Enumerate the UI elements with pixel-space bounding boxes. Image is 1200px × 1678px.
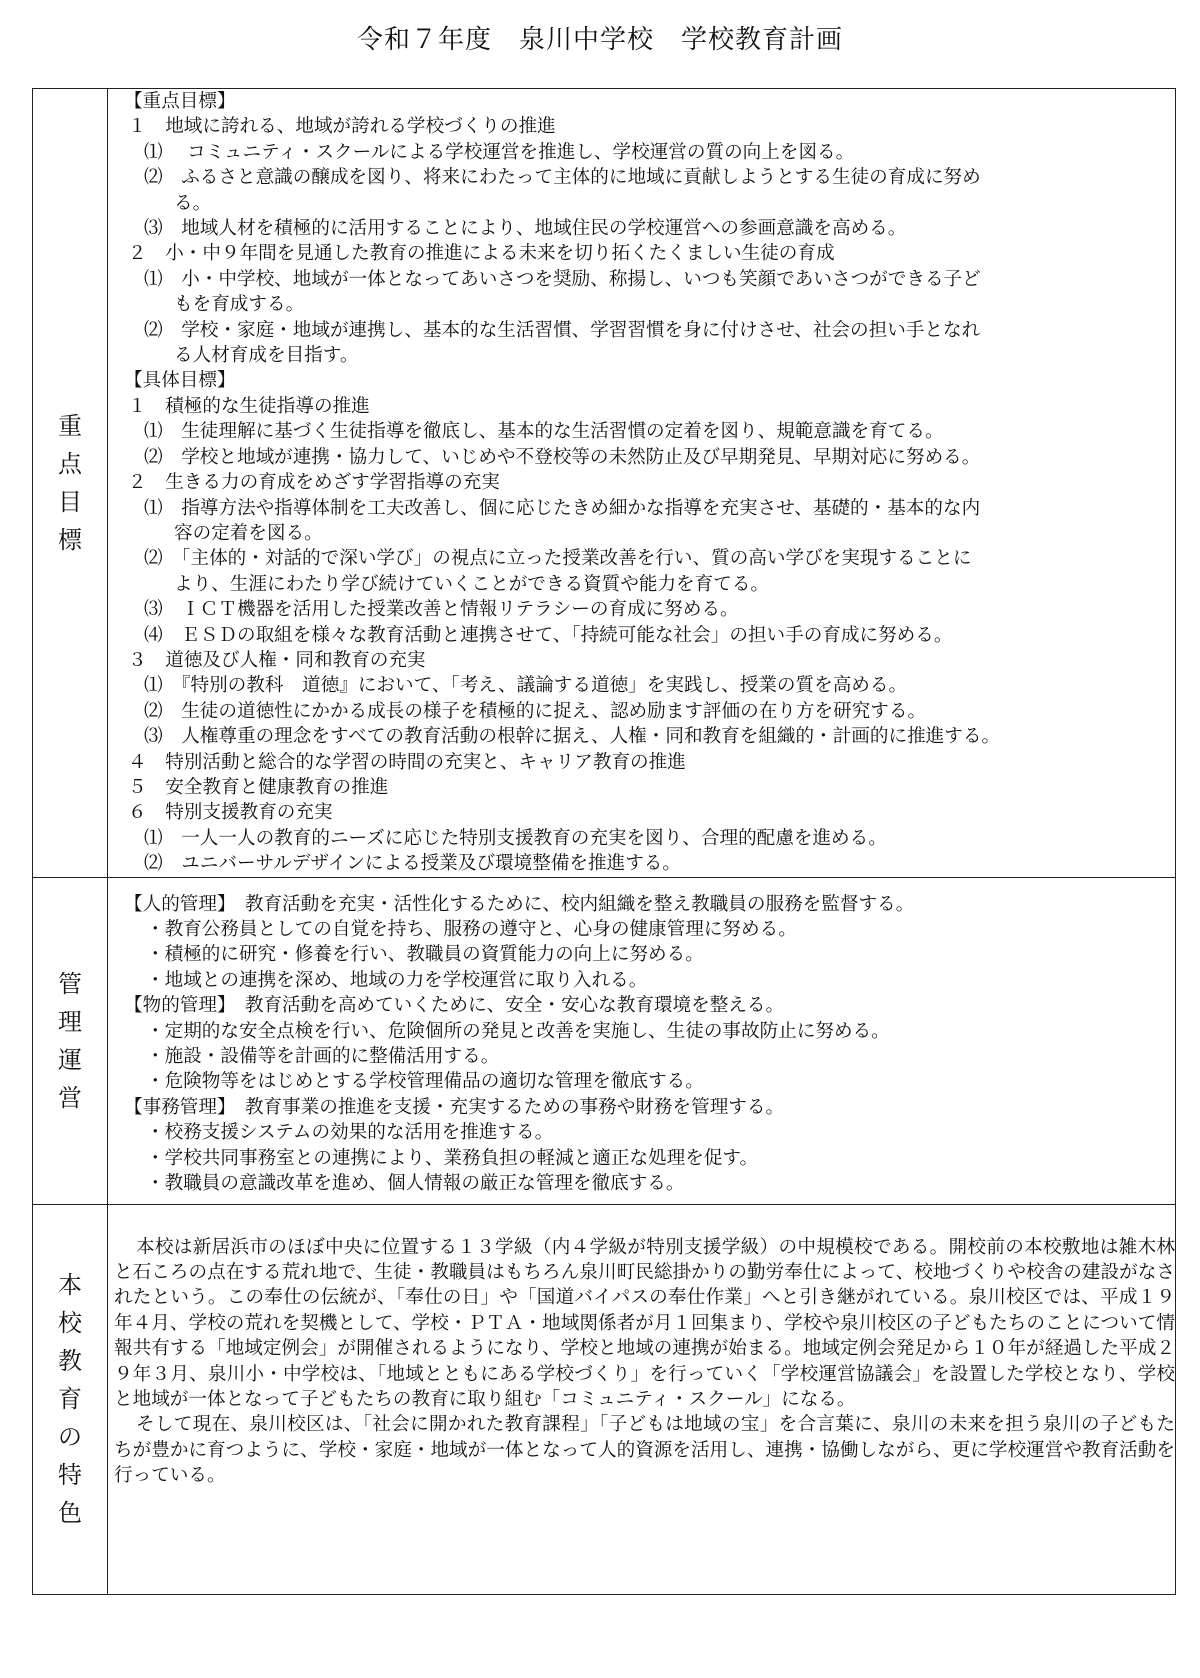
goal-item: ２ 生きる力の育成をめざす学習指導の充実 [128,472,500,494]
label-char: 目 [58,487,82,516]
goal-subitem: ⑴ 小・中学校、地域が一体となってあいさつを奨励、称揚し、いつも笑顔であいさつができる子ど [144,268,981,290]
goals-content [108,89,1176,878]
goal-subitem-cont: より、生涯にわたり学び続けていくことができる資質や能力を育てる。 [174,573,770,595]
goal-subitem: ⑴ 生徒理解に基づく生徒指導を徹底し、基本的な生活習慣の定着を図り、規範意識を育てる。 [144,421,944,443]
section-heading: 【具体目標】 [124,370,236,392]
management-bullet: ・積極的に研究・修養を行い、教職員の資質能力の向上に努める。 [146,944,704,966]
label-char: 営 [58,1083,82,1112]
features-paragraph-1: 本校は新居浜市のほぼ中央に位置する１３学級（内４学級が特別支援学級）の中規模校である。開校前の本校敷地は雑木林と石ころの点在する荒れ地で、生徒・教職員はもちろん泉川町民総掛かりの勤労奉仕によって、校地づくりや校舎の建設がなされたという。この奉仕の伝統が、「奉仕の日」や「国道バイパスの奉仕作業」へと引き継がれている。泉川校区では、平成１９年４月、学校の荒れを契機として、学校・ＰＴＡ・地域関係者が月１回集まり、学校や泉川校区の子どもたちのことについて情報共有する「地域定例会」が開催されるようになり、学校と地域の連携が始まる。地域定例会発足から１０年が経過した平成２９年３月、泉川小・中学校は、「地域とともにある学校づくり」を行っていく「学校運営協議会」を設置した学校となり、学校と地域が一体となって子どもたちの教育に取り組む「コミュニティ・スクール」になる。 [114,1236,1175,1411]
goal-subitem: ⑶ 人権尊重の理念をすべての教育活動の根幹に据え、人権・同和教育を組織的・計画的に推進する。 [144,726,1001,748]
goal-item: ５ 安全教育と健康教育の推進 [128,776,389,798]
goal-subitem: ⑵ 学校・家庭・地域が連携し、基本的な生活習慣、学習習慣を身に付けさせ、社会の担い手となれ [144,319,981,341]
goal-subitem: ⑵ 学校と地域が連携・協力して、いじめや不登校等の未然防止及び早期発見、早期対応に努める。 [144,446,981,468]
goal-subitem: ⑶ 地域人材を積極的に活用することにより、地域住民の学校運営への参画意識を高める。 [144,218,907,240]
row-management [33,877,1176,1204]
goal-subitem: ⑴ コミュニティ・スクールによる学校運営を推進し、学校運営の質の向上を図る。 [144,141,855,163]
goal-item: ３ 道徳及び人権・同和教育の充実 [128,649,426,671]
label-char: の [58,1423,82,1452]
row-goals [33,89,1176,878]
goal-subitem: ⑵ ふるさと意識の醸成を図り、将来にわたって主体的に地域に貢献しようとする生徒の育成に努め [144,167,981,189]
label-management [33,877,108,1204]
label-char: 特 [58,1461,82,1490]
label-char: 教 [58,1347,82,1376]
goal-subitem-cont: 容の定着を図る。 [174,522,323,544]
row-features [33,1204,1176,1594]
label-char: 本 [58,1271,82,1300]
goal-subitem: ⑵ ユニバーサルデザインによる授業及び環境整備を推進する。 [144,853,681,875]
management-bullet: ・定期的な安全点検を行い、危険個所の発見と改善を実施し、生徒の事故防止に努める。 [146,1020,890,1042]
management-bullet: ・学校共同事務室との連携により、業務負担の軽減と適正な処理を促す。 [146,1147,759,1169]
management-heading: 【事務管理】 教育事業の推進を支援・充実するための事務や財務を管理する。 [124,1096,785,1118]
management-heading: 【人的管理】 教育活動を充実・活性化するために、校内組織を整え教職員の服務を監督する。 [124,893,915,915]
goal-subitem: ⑴ 一人一人の教育的ニーズに応じた特別支援教育の充実を図り、合理的配慮を進める。 [144,827,887,849]
goal-subitem: ⑴ 『特別の教科 道徳』において、「考え、議論する道徳」を実践し、授業の質を高める。 [144,675,908,697]
label-char: 点 [58,449,82,478]
management-heading: 【物的管理】 教育活動を高めていくために、安全・安心な教育環境を整える。 [124,995,785,1017]
goal-subitem-cont: る人材育成を目指す。 [174,345,359,367]
goal-item: ６ 特別支援教育の充実 [128,802,333,824]
goal-subitem: ⑴ 指導方法や指導体制を工夫改善し、個に応じたきめ細かな指導を充実させ、基礎的・基本的な内 [144,497,981,519]
goal-subitem-cont: る。 [174,192,212,214]
management-bullet: ・校務支援システムの効果的な活用を推進する。 [146,1122,554,1144]
management-bullet: ・地域との連携を深め、地域の力を学校運営に取り入れる。 [146,969,648,991]
label-char: 色 [58,1499,82,1528]
management-bullet: ・施設・設備等を計画的に整備活用する。 [146,1046,500,1068]
goal-item: １ 積極的な生徒指導の推進 [128,395,370,417]
label-char: 校 [58,1309,82,1338]
management-bullet: ・教育公務員としての自覚を持ち、服務の遵守と、心身の健康管理に努める。 [146,919,797,940]
label-goals [33,89,108,878]
goal-subitem: ⑷ ＥＳＤの取組を様々な教育活動と連携させて、「持続可能な社会」の担い手の育成に努める。 [144,624,953,646]
label-char: 理 [58,1007,82,1036]
page-title: 令和７年度 泉川中学校 学校教育計画 [356,25,843,55]
label-char: 標 [58,525,82,554]
goal-subitem: ⑶ ＩＣＴ機器を活用した授業改善と情報リテラシーの育成に努める。 [144,599,739,621]
goal-subitem: ⑵ 生徒の道徳性にかかる成長の様子を積極的に捉え、認め励ます評価の在り方を研究する。 [144,700,927,722]
education-plan-table [32,88,1176,1595]
label-char: 育 [58,1385,82,1414]
goal-item: ２ 小・中９年間を見通した教育の推進による未来を切り拓くたくましい生徒の育成 [128,243,835,265]
management-content [108,877,1176,1204]
goal-item: ４ 特別活動と総合的な学習の時間の充実と、キャリア教育の推進 [128,751,686,773]
management-bullet: ・危険物等をはじめとする学校管理備品の適切な管理を徹底する。 [146,1071,704,1093]
label-char: 重 [58,411,82,440]
features-content [108,1204,1176,1594]
goal-subitem: ⑵ 「主体的・対話的で深い学び」の視点に立った授業改善を行い、質の高い学びを実現することに [144,548,972,570]
label-char: 管 [58,969,82,998]
label-features [33,1204,108,1594]
goal-subitem-cont: もを育成する。 [174,294,305,316]
section-heading: 【重点目標】 [124,91,236,112]
label-char: 運 [58,1045,82,1074]
management-bullet: ・教職員の意識改革を進め、個人情報の厳正な管理を徹底する。 [146,1173,685,1195]
goal-item: １ 地域に誇れる、地域が誇れる学校づくりの推進 [128,116,556,138]
features-paragraph-2: そして現在、泉川校区は、「社会に開かれた教育課程」「子どもは地域の宝」を合言葉に、泉川の未来を担う泉川の子どもたちが豊かに育つように、学校・家庭・地域が一体となって人的資源を活用し、連携・協働しながら、更に学校運営や教育活動を行っている。 [114,1414,1175,1487]
